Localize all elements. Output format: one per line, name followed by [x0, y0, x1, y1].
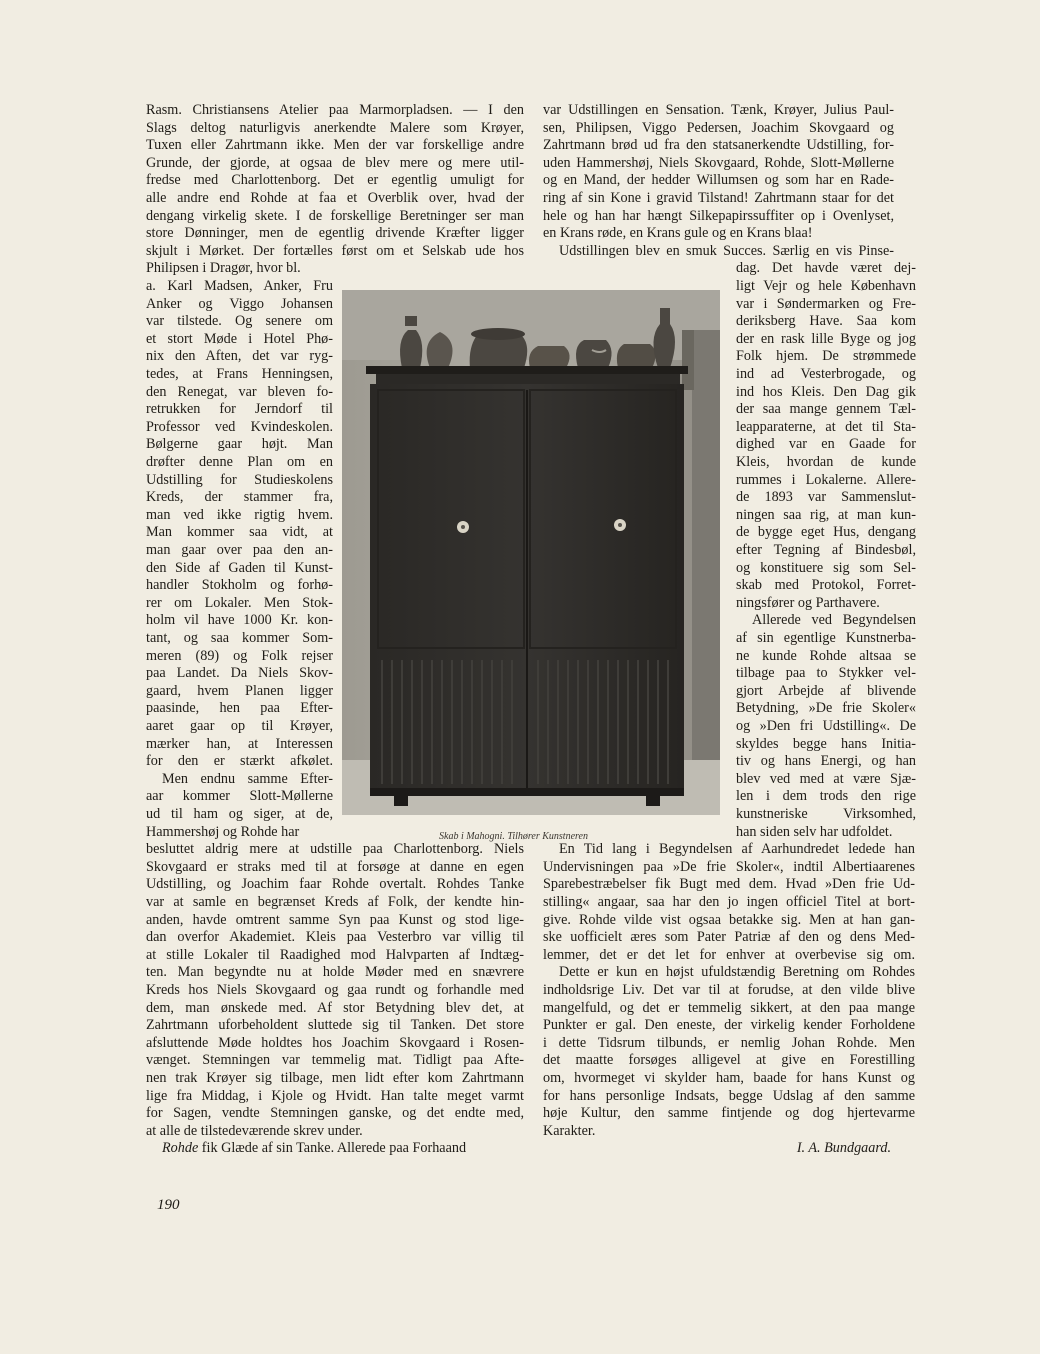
left-column-line: ten. Man begyndte nu at holde Møder med en snævrere	[146, 964, 524, 981]
right-column-narrow-line: efter Tegning af Bindesbøl,	[736, 542, 916, 558]
left-column-line: Rasm. Christiansens Atelier paa Marmorpladsen. — I den	[146, 102, 524, 118]
left-column-line: Kreds hos Niels Skovgaard og gaa rundt og forhandle med	[146, 982, 524, 998]
right-column-narrow-line: blev ved med at være Sjæ-	[736, 770, 916, 787]
right-column-line: for hans personlige Indsats, begge Udslag af den samme	[543, 1087, 915, 1104]
left-column-narrow-line: var tilstede. Og senere om	[146, 313, 333, 330]
right-column-line: Dette er kun en højst ufuldstændig Beretning om Rohdes	[559, 964, 915, 981]
right-column-narrow-line: ningsfører og Parthavere.	[736, 594, 880, 611]
right-column-narrow-line: dighed var en Gaade for	[736, 436, 916, 453]
right-column-line: Udstillingen blev en smuk Succes. Særlig en vis Pinse-	[559, 242, 894, 259]
right-column-narrow-line: af sin egentlige Kunstnerba-	[736, 630, 916, 646]
right-column-line: var Udstillingen en Sensation. Tænk, Krøyer, Julius Paul-	[543, 102, 894, 118]
left-column-narrow-line: Man kommer saa vidt, at	[146, 524, 333, 541]
left-column-line: Skovgaard er straks med til at forsøge at danne en egen	[146, 858, 524, 875]
left-column-line: besluttet aldrig mere at udstille paa Charlottenborg. Niels	[146, 841, 524, 858]
right-column-narrow-line: Folk hjem. De strømmede	[736, 348, 916, 365]
left-column-line: Philipsen i Dragør, hvor bl.	[146, 260, 301, 277]
left-column-narrow-line: tedes, at Frans Henningsen,	[146, 366, 333, 382]
left-column-narrow-line: man gaar over paa den an-	[146, 542, 333, 558]
left-column-line: skjult i Mørket. Der fortælles først om et Selskab ude hos	[146, 242, 524, 259]
left-column-narrow-line: aaret gaar op til Krøyer,	[146, 718, 333, 734]
last-line-text: fik Glæde af sin Tanke. Allerede paa Forhaand	[198, 1140, 467, 1157]
right-column-narrow-line: ind hos Kleis. Den Dag gik	[736, 383, 916, 400]
left-column-line: dem, man ønskede med. Af stor Betydning blev det, at	[146, 999, 524, 1016]
left-column-line: nen trak Krøyer sig tilbage, men lidt efter kom Zahrtmann	[146, 1070, 524, 1086]
right-column-line: ring af sin Kone i gravid Tilstand! Zahrtmann staar for det	[543, 190, 894, 206]
right-column-narrow-line: rummes i Lokalerne. Allere-	[736, 471, 916, 488]
right-column-line: uden Hammershøj, Niels Skovgaard, Rohde, Slott-Møllerne	[543, 154, 894, 171]
left-column-narrow-line: gaard, hvem Planen ligger	[146, 682, 333, 699]
left-column-narrow-line: rer om Lokaler. Men Stok-	[146, 594, 333, 611]
left-column-narrow-line: ud til ham og siger, at de,	[146, 806, 333, 822]
right-column-line: En Tid lang i Begyndelsen af Aarhundredet ledede han	[559, 841, 915, 858]
left-column-narrow-line: paasinde, hen paa Efter-	[146, 700, 333, 717]
left-column-narrow-line: Udstilling for Studieskolens	[146, 471, 333, 488]
right-column-narrow-line: Kleis, hvordan de kunde	[736, 454, 916, 470]
left-column-narrow-line: den Renegat, var bleven fo-	[146, 383, 333, 400]
right-column-narrow-line: de bygge eget Hus, dengang	[736, 524, 916, 541]
left-column-narrow-line: man ved ikke rigtig hvem.	[146, 506, 333, 523]
right-column-line: lemmer, det er det let for enhver at overbevise sig om.	[543, 946, 915, 963]
left-column-narrow-line: Bølgerne gaar højt. Man	[146, 436, 333, 453]
right-column-line: mangelfuld, og det er temmelig sikkert, at den paa mange	[543, 999, 915, 1016]
left-column-line: vænget. Stemningen var temmelig mat. Tidligt paa Afte-	[146, 1052, 524, 1069]
left-column-line: var at samle en begrænset Kreds af Folk, der kendte hin-	[146, 894, 524, 910]
left-column-line: Tuxen eller Zahrtmann ikke. Men der var forskellige andre	[146, 137, 524, 154]
left-column-line: Zahrtmann uforbeholdent sluttede sig til Tanken. Det store	[146, 1017, 524, 1034]
right-column-narrow-line: tiv og hans Energi, og han	[736, 753, 916, 770]
left-column-narrow-line: retrukken for Jerndorf til	[146, 401, 333, 418]
right-column-line: give. Rohde vilde vist ogsaa betakke sig. Men at han gan-	[543, 911, 915, 928]
left-column-narrow-line: Anker og Viggo Johansen	[146, 295, 333, 312]
left-column-narrow-line: for den er stærkt afkølet.	[146, 753, 333, 770]
left-column-narrow-line: Men endnu samme Efter-	[162, 770, 333, 787]
author-signature: I. A. Bundgaard.	[796, 1140, 891, 1157]
right-column-narrow-line: Allerede ved Begyndelsen	[752, 612, 916, 629]
right-column-line: høje Kultur, den samme fintjende og dog hjertevarme	[543, 1105, 915, 1122]
right-column-line: i dette Tidsrum tilbunds, er nemlig Johan Rohde. Men	[543, 1034, 915, 1051]
left-column-narrow-line: paa Landet. Da Niels Skov-	[146, 665, 333, 682]
right-column-line: indholdsrige Liv. Det var til at forudse, at den vilde blive	[543, 982, 915, 998]
right-column-narrow-line: ligt Vejr og hele København	[736, 278, 916, 294]
left-column-narrow-line: mærker han, at Interessen	[146, 735, 333, 752]
right-column-line: en Krans røde, en Krans gule og en Krans blaa!	[543, 225, 813, 242]
left-column-line: at stille Lokaler til Raadighed mod Halvparten af Indtæg-	[146, 946, 524, 963]
left-column-line: afsluttende Møde holdtes hos Joachim Skovgaard i Rosen-	[146, 1034, 524, 1051]
right-column-line: om, hvormeget vi skylder ham, baade for hans Kunst og	[543, 1070, 915, 1086]
right-column-line: Zahrtmann brød ud fra den statsanerkendte Udstilling, for-	[543, 137, 894, 154]
left-column-narrow-line: den Side af Gaden til Kunst-	[146, 559, 333, 576]
right-column-line: Punkter er gal. Den eneste, der virkelig kender Forholdene	[543, 1017, 915, 1034]
left-column-narrow-line: Professor ved Kvindeskolen.	[146, 418, 333, 435]
rohde-name: Rohde	[162, 1140, 199, 1157]
left-column-last-line	[146, 1140, 524, 1158]
right-column-narrow-line: skab med Protokol, Forret-	[736, 577, 916, 594]
photo-caption: Skab i Mahogni. Tilhører Kunstneren	[439, 831, 588, 842]
page-number: 190	[157, 1197, 180, 1213]
right-column-narrow-line: skyldes begge hans Initia-	[736, 735, 916, 752]
right-column-narrow-line: der saa mange gennem Tæl-	[736, 401, 916, 418]
right-column-narrow-line: deriksberg Have. Saa kom	[736, 313, 916, 330]
right-column-line: og en Mand, der hedder Willumsen og som har en Rade-	[543, 172, 894, 189]
right-column-line: Sparebestræbelser fik Bugt med dem. Hvad »Den frie Ud-	[543, 876, 915, 893]
right-column-line: sen, Philipsen, Viggo Pedersen, Joachim Skovgaard og	[543, 119, 894, 136]
left-column-line: at alle de tilstedeværende skrev under.	[146, 1122, 363, 1139]
left-column-line: Slags deltog naturligvis anerkendte Malere som Krøyer,	[146, 119, 524, 136]
left-column-line: dan overfor Akademiet. Kleis paa Vesterbro var villig til	[146, 929, 524, 946]
left-column-narrow-line: tant, og saa kommer Som-	[146, 630, 333, 646]
right-column-narrow-line: og konstituere sig som Sel-	[736, 559, 916, 576]
left-column-narrow-line: a. Karl Madsen, Anker, Fru	[146, 278, 333, 294]
right-column-narrow-line: der en rask lille Byge og jog	[736, 330, 916, 347]
left-column-line: lige fra Middag, i Kjole og Hvidt. Han talte meget varmt	[146, 1087, 524, 1104]
right-column-line: ske uofficielt æres som Pater Patriæ af den og dens Med-	[543, 929, 915, 946]
left-column-narrow-line: Kreds, der stammer fra,	[146, 489, 333, 506]
cabinet-photo	[342, 290, 720, 815]
right-column-narrow-line: de 1893 var Sammenslut-	[736, 489, 916, 506]
left-column-narrow-line: holm vil have 1000 Kr. kon-	[146, 612, 333, 629]
right-column-narrow-line: Betydning, »De frie Skoler«	[736, 700, 916, 717]
left-column-line: Grunde, der gjorde, at ogsaa de blev mere og mere util-	[146, 154, 524, 171]
left-column-line: alle andre end Rohde at faa et Overblik over, hvad der	[146, 190, 524, 206]
right-column-line: stilling« angaar, saa har den jo ingen officiel Titel at bort-	[543, 894, 915, 910]
right-column-narrow-line: var i Søndermarken og Fre-	[736, 295, 916, 312]
left-column-line: store Dønninger, men de egentlig drivende Kræfter ligger	[146, 225, 524, 242]
right-column-line: hele og han har hængt Silkepapirssuffiter op i Ovenlyset,	[543, 207, 894, 224]
right-column-narrow-line: ne kunde Rohde altsaa se	[736, 647, 916, 664]
right-column-narrow-line: gjort Arbejde af blivende	[736, 682, 916, 699]
left-column-line: Udstilling, og Joachim faar Rohde overtalt. Rohdes Tanke	[146, 876, 524, 893]
left-column-line: anden, havde omtrent samme Syn paa Kunst og stod lige-	[146, 911, 524, 928]
left-column-narrow-line: handler Stokholm og forhø-	[146, 577, 333, 594]
left-column-narrow-line: nix den Aften, det var ryg-	[146, 348, 333, 365]
right-column-narrow-line: ind ad Vesterbrogade, og	[736, 366, 916, 382]
right-column-narrow-line: tilbage paa to Stykker vel-	[736, 665, 916, 682]
left-column-line: dengang virkelig skete. I de forskellige Beretninger ser man	[146, 207, 524, 224]
left-column-narrow-line: meren (89) og Folk rejser	[146, 647, 333, 664]
right-column-narrow-line: han siden selv har udfoldet.	[736, 823, 893, 840]
right-column-narrow-line: kunstneriske Virksomhed,	[736, 806, 916, 822]
right-column-narrow-line: ningen saa rig, at man kun-	[736, 506, 916, 523]
right-column-narrow-line: og »Den fri Udstilling«. De	[736, 718, 916, 734]
left-column-line: fredse med Charlottenborg. Det er egentlig umuligt for	[146, 172, 524, 189]
left-column-narrow-line: aar kommer Slott-Møllerne	[146, 788, 333, 805]
right-column-narrow-line: dag. Det havde været dej-	[736, 260, 916, 277]
right-column-line: det maatte forsøges alligevel at give en Forestilling	[543, 1052, 915, 1069]
left-column-narrow-line: et stort Møde i Hotel Phø-	[146, 330, 333, 347]
right-column-line: Undervisningen paa »De frie Skoler«, indtil Albertiaarenes	[543, 858, 915, 875]
left-column-narrow-line: drøfter denne Plan om en	[146, 454, 333, 470]
right-column-line: Karakter.	[543, 1122, 596, 1139]
left-column-narrow-line: Hammershøj og Rohde har	[146, 823, 300, 840]
right-column-narrow-line: leapparaterne, at det til Sta-	[736, 418, 916, 435]
right-column-narrow-line: len i dem trods den rige	[736, 788, 916, 805]
left-column-line: for Sagen, vendte Stemningen ganske, og det endte med,	[146, 1105, 524, 1122]
